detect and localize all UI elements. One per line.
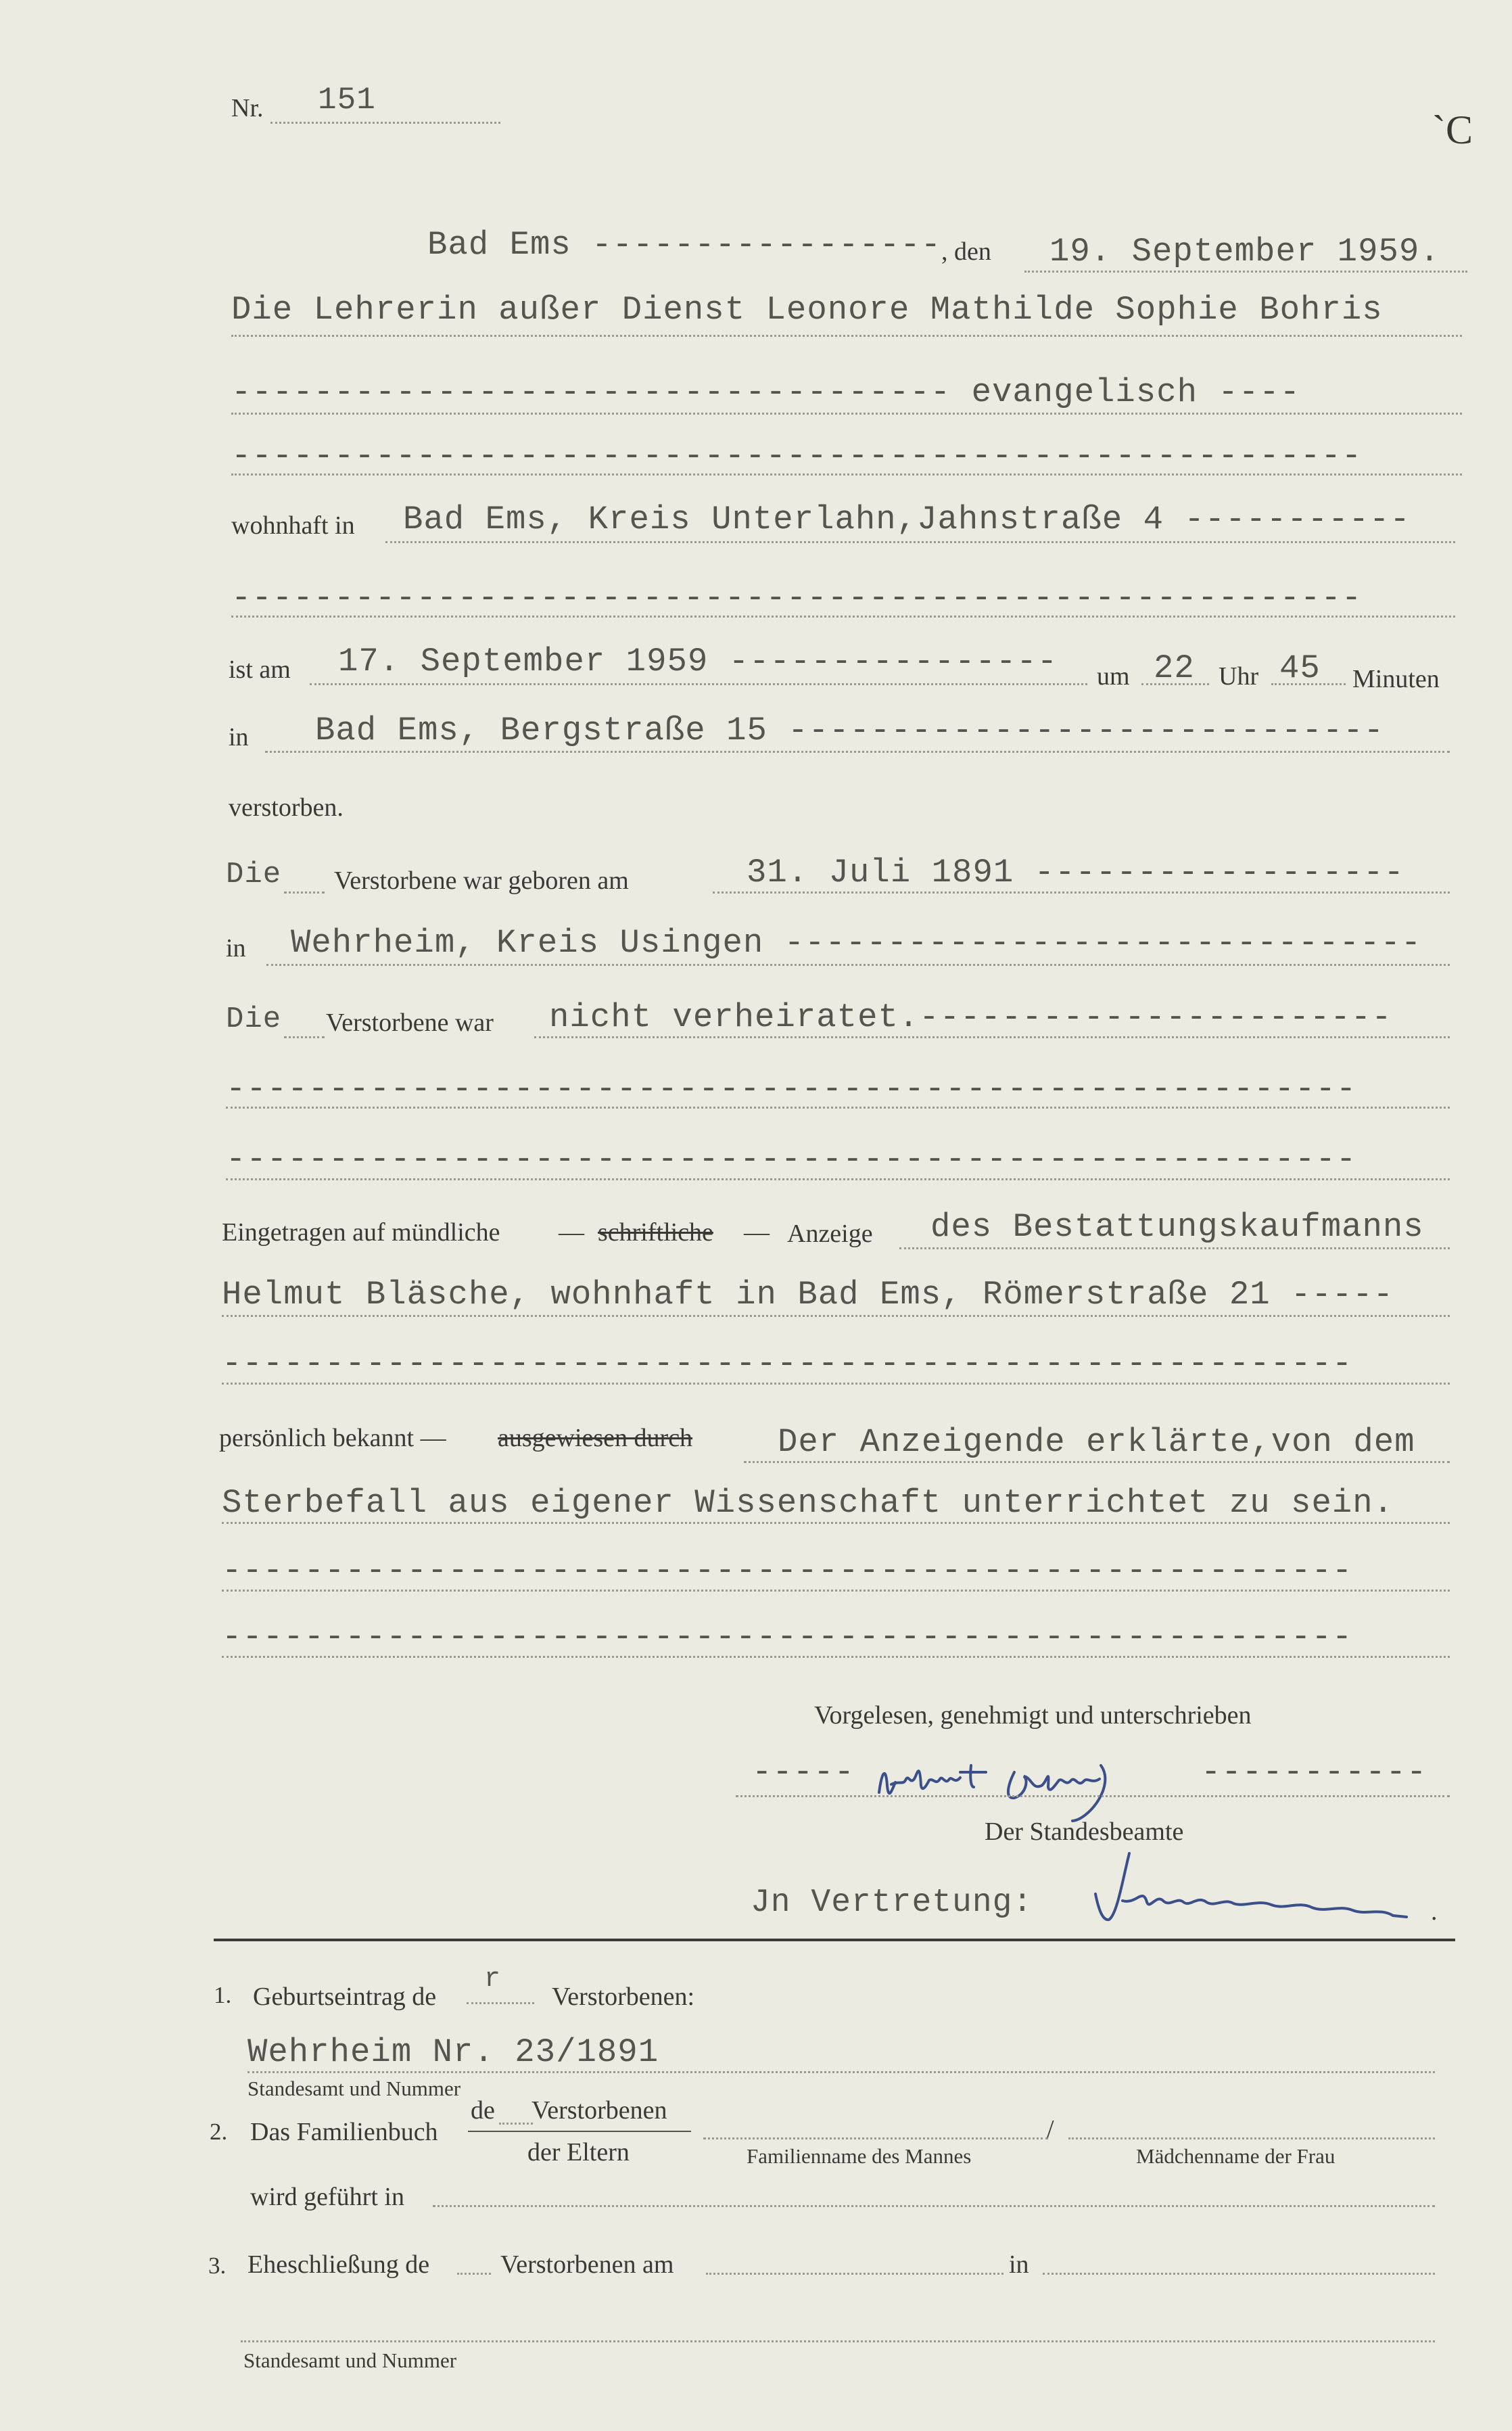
place-of-record: Bad Ems ----------------- xyxy=(427,226,942,264)
residence-continuation-line xyxy=(231,616,1455,618)
informant-name-address-line xyxy=(222,1315,1450,1317)
blank-filler-line-1: ------------------------------------------------------- xyxy=(231,437,1363,475)
item-1-number: 1. xyxy=(214,1982,232,2008)
death-place-line xyxy=(265,751,1450,753)
registration-dash-1: — xyxy=(559,1218,584,1247)
birth-entry-value: Wehrheim Nr. 23/1891 xyxy=(247,2033,659,2071)
husband-name-line xyxy=(703,2137,1048,2139)
death-date-label: ist am xyxy=(229,655,291,684)
death-hour: 22 xyxy=(1154,649,1195,687)
family-book-fraction-bar xyxy=(468,2131,691,2132)
item-3-number: 3. xyxy=(208,2252,227,2279)
family-book-label: Das Familienbuch xyxy=(250,2118,438,2146)
marital-die-line xyxy=(284,1036,325,1038)
birth-entry-deceased: Verstorbenen: xyxy=(552,1983,695,2011)
death-date: 17. September 1959 ---------------- xyxy=(338,643,1058,680)
birth-die-line xyxy=(284,892,325,894)
birth-entry-superscript: r xyxy=(484,1964,502,1995)
death-minutes-label: Minuten xyxy=(1352,665,1440,693)
birth-entry-superscript-line xyxy=(467,2002,534,2004)
birth-date-line xyxy=(713,892,1450,894)
statement-line-1: Der Anzeigende erklärte,von dem xyxy=(778,1423,1415,1461)
family-book-de-line xyxy=(499,2123,533,2125)
deceased-label: verstorben. xyxy=(229,793,344,822)
deputy-line-end: . xyxy=(1431,1897,1438,1926)
marriage-place-line xyxy=(1043,2273,1435,2275)
deceased-religion-line xyxy=(231,413,1462,415)
birth-date-label: Verstorbene war geboren am xyxy=(334,866,629,895)
statement-filler-2-line xyxy=(222,1656,1450,1658)
statement-line-2: Sterbefall aus eigener Wissenschaft unterrichtet zu sein. xyxy=(222,1484,1394,1522)
death-date-line xyxy=(310,683,1087,685)
record-number-line xyxy=(270,122,500,124)
birth-date: 31. Juli 1891 ------------------ xyxy=(747,854,1404,892)
marital-filler-2-line xyxy=(226,1178,1450,1180)
identification-label: persönlich bekannt — xyxy=(219,1424,446,1452)
birth-place: Wehrheim, Kreis Usingen ------------------------------- xyxy=(291,924,1422,962)
marital-filler-1: ------------------------------------------------------- xyxy=(226,1070,1357,1108)
family-book-de: de xyxy=(471,2096,495,2125)
registration-dash-2: — xyxy=(744,1218,770,1247)
residence-line xyxy=(385,541,1455,543)
death-place: Bad Ems, Bergstraße 15 ----------------------------- xyxy=(315,712,1385,749)
signature-line-left: ----- xyxy=(752,1753,855,1791)
registration-filler: ------------------------------------------------------- xyxy=(222,1345,1353,1383)
date-line xyxy=(1024,271,1467,273)
death-place-label: in xyxy=(229,723,249,751)
birth-entry-office-label: Standesamt und Nummer xyxy=(247,2077,461,2100)
identification-struck: ausgewiesen durch xyxy=(498,1424,693,1452)
statement-filler-2: ------------------------------------------------------- xyxy=(222,1618,1353,1656)
marital-filler-2: ------------------------------------------------------- xyxy=(226,1140,1357,1178)
marriage-label: Eheschließung de xyxy=(247,2250,430,2279)
deceased-name-line xyxy=(231,335,1462,337)
birth-place-line xyxy=(266,964,1450,966)
informant-occupation-line xyxy=(899,1247,1450,1249)
blank-filler-line-1-dots xyxy=(231,473,1462,476)
signature-line-right: ----------- xyxy=(1201,1753,1427,1791)
residence-continuation: ------------------------------------------------------- xyxy=(231,579,1363,617)
wife-maiden-name-label: Mädchenname der Frau xyxy=(1136,2144,1336,2168)
statement-filler-1: ------------------------------------------------------- xyxy=(222,1552,1353,1590)
statement-filler-1-line xyxy=(222,1590,1450,1592)
family-book-deceased: Verstorbenen xyxy=(531,2096,667,2125)
corner-mark: `C xyxy=(1432,108,1473,152)
marriage-deceased-on: Verstorbenen am xyxy=(500,2250,674,2279)
statement-line-1-dots xyxy=(744,1461,1450,1463)
birth-die: Die xyxy=(226,858,282,892)
record-number-value: 151 xyxy=(318,83,376,118)
deputy-label: Jn Vertretung: xyxy=(751,1884,1033,1921)
informant-signature xyxy=(872,1745,1251,1826)
marital-status-line xyxy=(534,1036,1450,1038)
birth-entry-label: Geburtseintrag de xyxy=(253,1983,437,2011)
date-of-record: 19. September 1959. xyxy=(1049,233,1440,271)
death-uhr-label: Uhr xyxy=(1219,662,1259,691)
birth-place-label: in xyxy=(226,934,246,963)
death-hour-label: um xyxy=(1097,662,1130,691)
record-number-label: Nr. xyxy=(231,94,264,122)
registration-written-struck: schriftliche xyxy=(598,1218,713,1247)
read-approved-signed: Vorgelesen, genehmigt und unterschrieben xyxy=(814,1701,1252,1730)
death-hour-line xyxy=(1141,683,1209,685)
deceased-name: Die Lehrerin außer Dienst Leonore Mathilde Sophie Bohris xyxy=(231,291,1383,329)
kept-in-label: wird geführt in xyxy=(250,2183,404,2211)
residence-value: Bad Ems, Kreis Unterlahn,Jahnstraße 4 ----------- xyxy=(403,501,1411,538)
marital-filler-1-line xyxy=(226,1107,1450,1109)
signature-dotted-line xyxy=(736,1795,1450,1797)
registrar-signature xyxy=(1082,1840,1447,1941)
registration-filler-line xyxy=(222,1383,1450,1385)
family-book-slash: / xyxy=(1047,2115,1054,2144)
marriage-date-line xyxy=(706,2273,1003,2275)
informant-name-address: Helmut Bläsche, wohnhaft in Bad Ems, Römerstraße 21 ----- xyxy=(222,1276,1394,1314)
registration-notice-label: Anzeige xyxy=(787,1220,873,1248)
deceased-religion: ----------------------------------- evangelisch ---- xyxy=(231,373,1301,411)
marital-status-label: Verstorbene war xyxy=(326,1009,494,1037)
marital-status-value: nicht verheiratet.----------------------- xyxy=(549,998,1392,1036)
section-divider xyxy=(214,1939,1455,1941)
marriage-office-label: Standesamt und Nummer xyxy=(243,2348,457,2372)
birth-entry-line xyxy=(247,2071,1435,2073)
registration-label: Eingetragen auf mündliche xyxy=(222,1218,500,1247)
marriage-office-line xyxy=(241,2340,1435,2342)
husband-surname-label: Familienname des Mannes xyxy=(747,2144,972,2168)
family-book-parents: der Eltern xyxy=(527,2138,630,2167)
wife-name-line xyxy=(1068,2137,1435,2139)
informant-occupation: des Bestattungskaufmanns xyxy=(930,1208,1424,1246)
death-minutes: 45 xyxy=(1279,649,1321,687)
residence-label: wohnhaft in xyxy=(231,511,355,540)
item-2-number: 2. xyxy=(210,2119,228,2145)
marriage-de-line xyxy=(457,2273,491,2275)
death-minutes-line xyxy=(1271,683,1346,685)
marital-die: Die xyxy=(226,1002,282,1036)
marriage-place-label: in xyxy=(1009,2250,1029,2279)
statement-line-2-dots xyxy=(222,1522,1450,1524)
date-den-label: , den xyxy=(941,237,991,266)
registrar-label: Der Standesbeamte xyxy=(985,1818,1184,1846)
kept-in-line xyxy=(433,2205,1435,2207)
